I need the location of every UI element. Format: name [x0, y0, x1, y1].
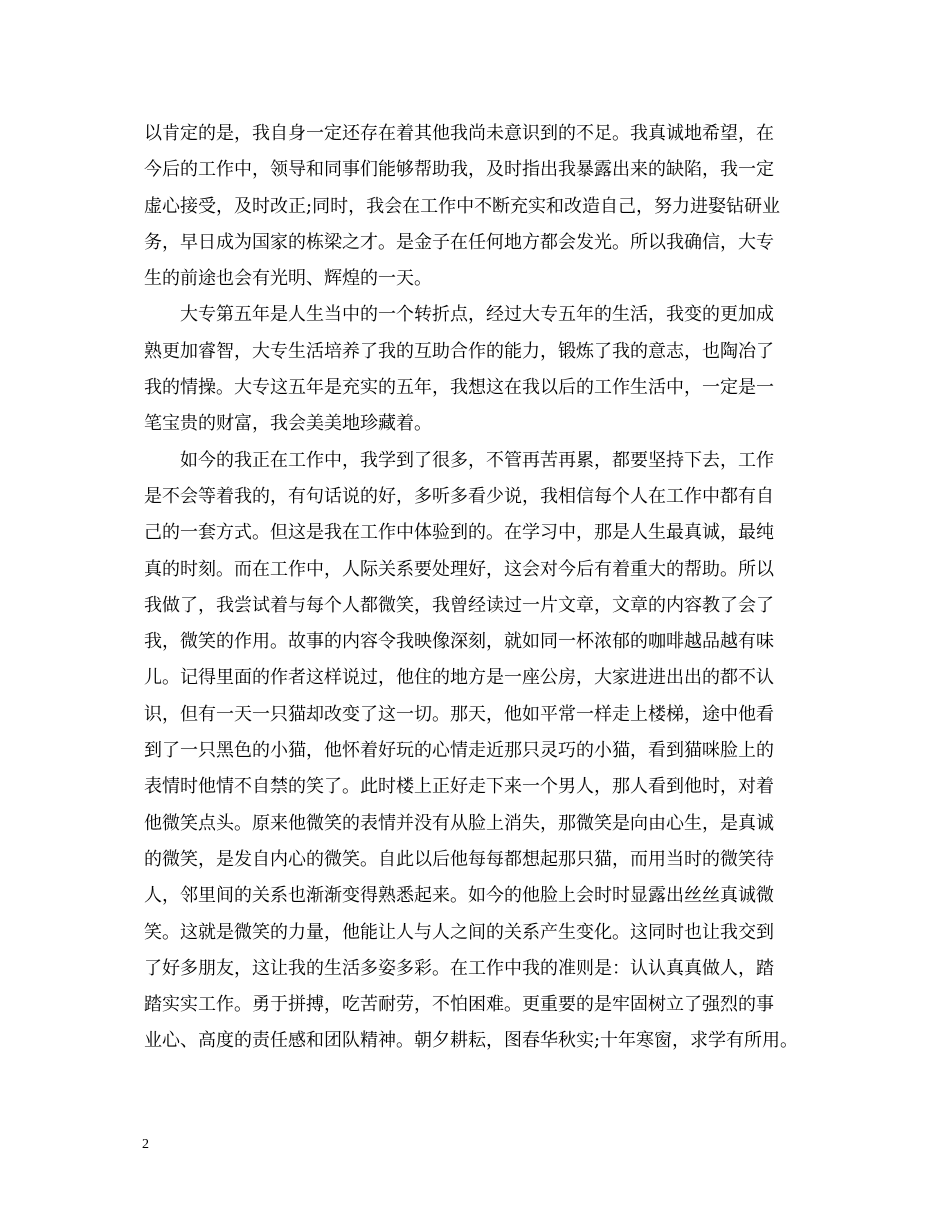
text-line: 识，但有一天一只猫却改变了这一切。那天，他如平常一样走上楼梯，途中他看	[144, 703, 774, 725]
text-line: 今后的工作中，领导和同事们能够帮助我，及时指出我暴露出来的缺陷，我一定	[144, 159, 774, 181]
text-line: 笑。这就是微笑的力量，他能让人与人之间的关系产生变化。这同时也让我交到	[144, 921, 774, 943]
text-line: 踏实实工作。勇于拼搏，吃苦耐劳，不怕困难。更重要的是牢固树立了强烈的事	[144, 994, 774, 1016]
page-number: 2	[142, 1137, 149, 1152]
text-line: 业心、高度的责任感和团队精神。朝夕耕耘，图春华秋实;十年寒窗，求学有所用。	[144, 1030, 799, 1052]
text-line: 是不会等着我的，有句话说的好，多听多看少说，我相信每个人在工作中都有自	[144, 485, 774, 507]
text-line: 我，微笑的作用。故事的内容令我映像深刻，就如同一杯浓郁的咖啡越品越有味	[144, 631, 774, 653]
text-line: 我做了，我尝试着与每个人都微笑，我曾经读过一片文章，文章的内容教了会了	[144, 594, 774, 616]
text-line: 真的时刻。而在工作中，人际关系要处理好，这会对今后有着重大的帮助。所以	[144, 558, 774, 580]
text-line: 他微笑点头。原来他微笑的表情并没有从脸上消失，那微笑是向由心生，是真诚	[144, 812, 774, 834]
text-line: 如今的我正在工作中，我学到了很多，不管再苦再累，都要坚持下去，工作	[144, 449, 774, 471]
text-line: 虚心接受，及时改正;同时，我会在工作中不断充实和改造自己，努力进娶钻研业	[144, 195, 781, 217]
text-line: 以肯定的是，我自身一定还存在着其他我尚未意识到的不足。我真诚地希望，在	[144, 123, 774, 144]
text-line: 生的前途也会有光明、辉煌的一天。	[144, 268, 432, 290]
text-line: 表情时他情不自禁的笑了。此时楼上正好走下来一个男人，那人看到他时，对着	[144, 776, 774, 798]
text-line: 笔宝贵的财富，我会美美地珍藏着。	[144, 413, 432, 435]
text-line: 熟更加睿智，大专生活培养了我的互助合作的能力，锻炼了我的意志，也陶冶了	[144, 340, 774, 362]
text-line: 务，早日成为国家的栋梁之才。是金子在任何地方都会发光。所以我确信，大专	[144, 231, 774, 253]
text-line: 的微笑，是发自内心的微笑。自此以后他每每都想起那只猫，而用当时的微笑待	[144, 848, 774, 870]
text-line: 到了一只黑色的小猫，他怀着好玩的心情走近那只灵巧的小猫，看到猫咪脸上的	[144, 740, 774, 762]
text-line: 人，邻里间的关系也渐渐变得熟悉起来。如今的他脸上会时时显露出丝丝真诚微	[144, 885, 774, 907]
text-line: 我的情操。大专这五年是充实的五年，我想这在我以后的工作生活中，一定是一	[144, 377, 774, 399]
text-line: 了好多朋友，这让我的生活多姿多彩。在工作中我的准则是：认认真真做人，踏	[144, 957, 774, 979]
text-line: 己的一套方式。但这是我在工作中体验到的。在学习中，那是人生最真诚，最纯	[144, 522, 774, 544]
text-line: 儿。记得里面的作者这样说过，他住的地方是一座公房，大家进进出出的都不认	[144, 667, 774, 689]
text-line: 大专第五年是人生当中的一个转折点，经过大专五年的生活，我变的更加成	[144, 304, 774, 326]
body-text	[144, 116, 824, 1060]
